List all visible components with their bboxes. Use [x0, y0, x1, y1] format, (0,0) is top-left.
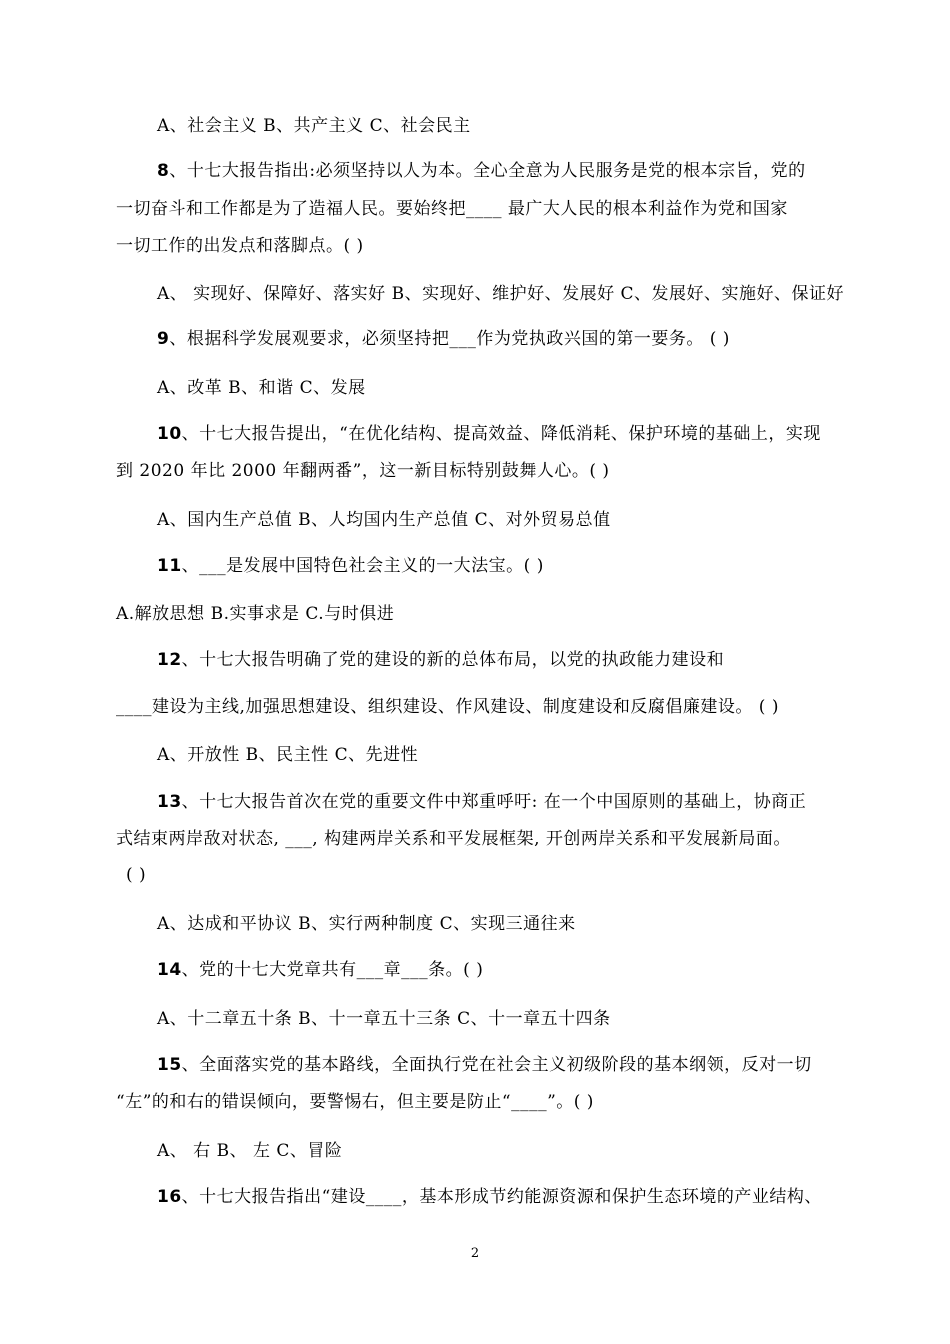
q12-line-2: ____建设为主线,加强思想建设、组织建设、作风建设、制度建设和反腐倡廉建设。 ( ) [116, 697, 779, 717]
q13-line-1: 13、十七大报告首次在党的重要文件中郑重呼吁: 在一个中国原则的基础上，协商正 [157, 792, 807, 812]
q11-options: A.解放思想 B.实事求是 C.与时俱进 [116, 604, 395, 624]
q13-options: A、达成和平协议 B、实行两种制度 C、实现三通往来 [157, 914, 576, 934]
q11-line-1: 11、___是发展中国特色社会主义的一大法宝。( ) [157, 556, 544, 576]
q15-options: A、 右 B、 左 C、冒险 [157, 1141, 343, 1161]
q12-line-1: 12、十七大报告明确了党的建设的新的总体布局，以党的执政能力建设和 [157, 650, 725, 670]
q8-line-1: 8、十七大报告指出:必须坚持以人为本。全心全意为人民服务是党的根本宗旨，党的 [157, 161, 806, 181]
q8-line-2: 一切奋斗和工作都是为了造福人民。要始终把____ 最广大人民的根本利益作为党和国家 [116, 199, 788, 219]
q10-line-2: 到 2020 年比 2000 年翻两番”，这一新目标特别鼓舞人心。( ) [116, 461, 610, 481]
q10-line-1: 10、十七大报告提出，“在优化结构、提高效益、降低消耗、保护环境的基础上，实现 [157, 424, 821, 444]
q10-options: A、国内生产总值 B、人均国内生产总值 C、对外贸易总值 [157, 510, 611, 530]
q14-options: A、十二章五十条 B、十一章五十三条 C、十一章五十四条 [157, 1009, 611, 1029]
q15-line-1: 15、全面落实党的基本路线，全面执行党在社会主义初级阶段的基本纲领，反对一切 [157, 1055, 812, 1075]
q15-line-2: “左”的和右的错误倾向，要警惕右，但主要是防止“____”。( ) [116, 1092, 594, 1112]
q8-options: A、 实现好、保障好、落实好 B、实现好、维护好、发展好 C、发展好、实施好、保证好 [157, 284, 844, 304]
q9-line-1: 9、根据科学发展观要求，必须坚持把___作为党执政兴国的第一要务。 ( ) [157, 329, 730, 349]
q13-line-2: 式结束两岸敌对状态, ___, 构建两岸关系和平发展框架, 开创两岸关系和平发展新局面。 [116, 829, 791, 849]
q9-options: A、改革 B、和谐 C、发展 [157, 378, 366, 398]
q7-options: A、社会主义 B、共产主义 C、社会民主 [157, 116, 471, 136]
q16-line-1: 16、十七大报告指出“建设____，基本形成节约能源资源和保护生态环境的产业结构、 [157, 1187, 822, 1207]
q8-line-3: 一切工作的出发点和落脚点。( ) [116, 236, 364, 256]
page-number: 2 [470, 1246, 480, 1261]
q14-line-1: 14、党的十七大党章共有___章___条。( ) [157, 960, 484, 980]
q13-line-3: ( ) [126, 865, 147, 885]
q12-options: A、开放性 B、民主性 C、先进性 [157, 745, 419, 765]
